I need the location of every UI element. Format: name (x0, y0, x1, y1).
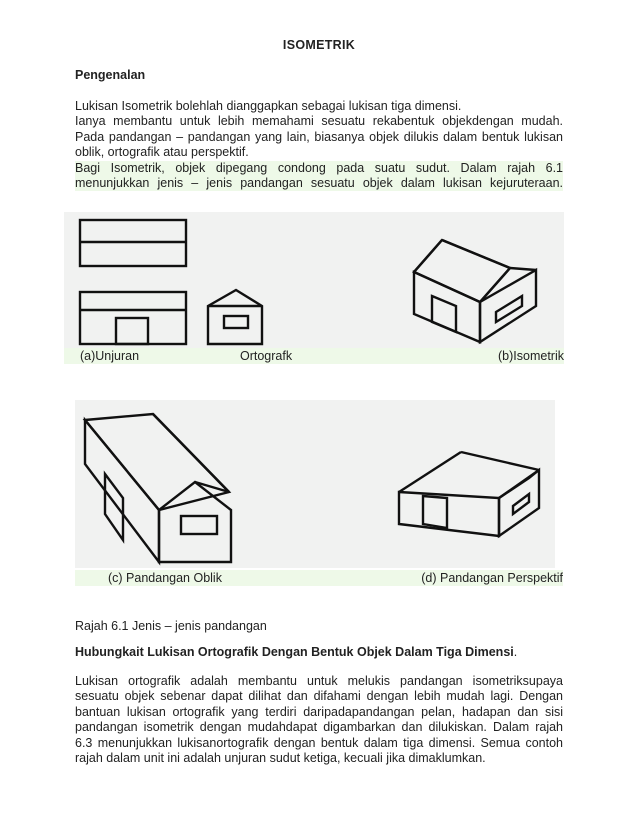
section-heading-hubungkait (75, 645, 517, 659)
intro-paragraph (75, 99, 563, 191)
figure-row1-caption (64, 348, 564, 364)
heading-period: . (513, 645, 518, 659)
caption-d: (d) Pandangan Perspektif (421, 571, 563, 585)
body-line: pandangan isometrik dengan mudahdapat digambarkan dan dilukiskan. Dalam rajah (75, 720, 563, 735)
intro-line-highlighted: menunjukkan jenis – jenis pandangan sesuatu objek dalam lukisan kejuruteraan. (75, 176, 563, 191)
caption-a: (a)Unjuran (80, 349, 140, 363)
intro-line: Lukisan Isometrik bolehlah dianggapkan sebagai lukisan tiga dimensi. (75, 99, 462, 113)
intro-line: Pada pandangan – pandangan yang lain, biasanya objek dilukis dalam bentuk lukisan (75, 129, 563, 144)
body-line: 6.3 menunjukkan lukisanortografik dengan bentuk dalam tiga dimensi. Semua contoh (75, 735, 563, 750)
section-heading-pengenalan: Pengenalan (75, 68, 146, 82)
orthographic-side-view (208, 290, 262, 344)
body-line: rajah dalam unit ini adalah unjuran sudut ketiga, kecuali jika dimaklumkan. (75, 751, 486, 766)
heading-text: Hubungkait Lukisan Ortografik Dengan Bentuk Objek Dalam Tiga Dimensi (75, 645, 514, 659)
intro-line: oblik, ortografik atau perspektif. (75, 145, 249, 160)
oblique-house-drawing (85, 414, 231, 562)
caption-ortografik: Ortografk (240, 349, 293, 363)
figure-caption: Rajah 6.1 Jenis – jenis pandangan (75, 619, 267, 633)
intro-line: Ianya membantu untuk lebih memahami sesuatu rekabentuk objekdengan mudah. (75, 114, 563, 129)
body-line: bantuan lukisan ortografik yang terdiri daripadapandangan pelan, hadapan dan sisi (75, 704, 563, 719)
intro-line-highlighted: Bagi Isometrik, objek dipegang condong pada suatu sudut. Dalam rajah 6.1 (75, 160, 563, 175)
body-line: Lukisan ortografik adalah membantu untuk melukis pandangan isometriksupaya (75, 674, 563, 688)
figure-oblique-perspective (75, 400, 555, 568)
orthographic-plan-view (80, 220, 186, 266)
body-paragraph (75, 674, 563, 766)
body-line: sesuatu objek sebenar dapat dilihat dan difahami dengan lebih mudah lagi. Dengan (75, 689, 563, 704)
isometric-house-drawing (414, 240, 536, 342)
perspective-house-drawing (399, 452, 539, 536)
figure-row2-caption (75, 570, 563, 586)
caption-c: (c) Pandangan Oblik (108, 571, 222, 585)
page-title: ISOMETRIK (282, 38, 356, 52)
figure-orthographic-isometric (64, 212, 564, 348)
orthographic-front-view (80, 292, 186, 344)
caption-b: (b)Isometrik (498, 349, 564, 363)
